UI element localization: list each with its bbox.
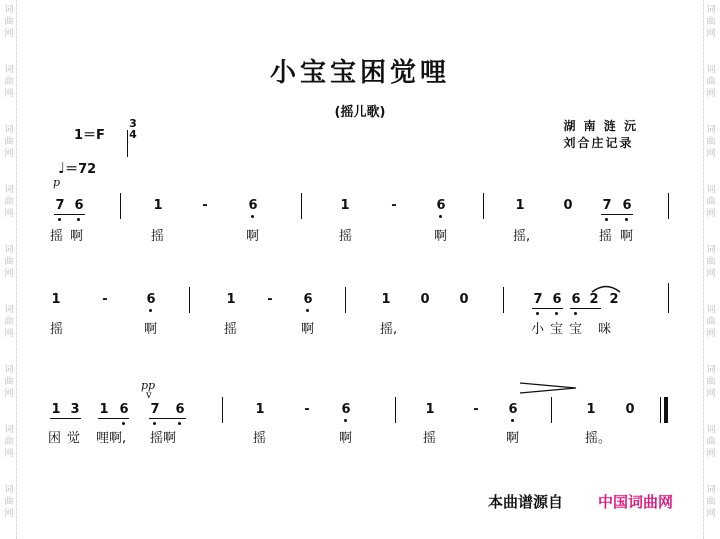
note: 0 xyxy=(420,292,430,307)
watermark-glyph: 曲 xyxy=(4,317,14,327)
lyric: 摇 xyxy=(253,431,267,446)
watermark-glyph: 曲 xyxy=(706,137,716,147)
watermark-glyph: 曲 xyxy=(4,197,14,207)
dynamic-pianissimo: pp xyxy=(141,379,156,392)
lyric: 啊 xyxy=(301,322,315,337)
note: 6 xyxy=(146,292,156,307)
watermark-glyph-group xyxy=(1,184,17,220)
watermark-glyph: 曲 xyxy=(706,257,716,267)
watermark-glyph-group xyxy=(703,364,719,400)
watermark-glyph-group xyxy=(703,184,719,220)
lyric: 宝 xyxy=(550,322,564,337)
watermark-glyph-group xyxy=(703,484,719,520)
note: 6 xyxy=(248,198,258,213)
watermark-glyph: 网 xyxy=(706,509,716,519)
lyric: 摇 xyxy=(151,229,165,244)
watermark-glyph: 词 xyxy=(706,305,716,315)
watermark-glyph: 网 xyxy=(4,209,14,219)
note: 2 xyxy=(589,292,599,307)
watermark-glyph: 网 xyxy=(4,329,14,339)
watermark-glyph-group xyxy=(703,424,719,460)
source-label: 本曲谱源自 xyxy=(488,493,564,511)
note: 0 xyxy=(625,402,635,417)
watermark-glyph: 词 xyxy=(4,485,14,495)
note: 0 xyxy=(459,292,469,307)
note: 7 xyxy=(602,198,612,213)
watermark-glyph: 曲 xyxy=(4,497,14,507)
song-title: 小宝宝困觉哩 xyxy=(269,58,450,88)
watermark-glyph: 词 xyxy=(4,65,14,75)
watermark-glyph: 词 xyxy=(4,305,14,315)
note: 7 xyxy=(55,198,65,213)
watermark-glyph: 曲 xyxy=(4,137,14,147)
watermark-glyph-group xyxy=(703,124,719,160)
lyric: 啊 xyxy=(339,431,353,446)
watermark-glyph-group xyxy=(1,244,17,280)
credit-origin: 湖 南 涟 沅 xyxy=(563,119,638,133)
lyric: 啊 xyxy=(70,229,84,244)
watermark-glyph-group xyxy=(1,304,17,340)
watermark-glyph: 网 xyxy=(4,389,14,399)
watermark-glyph-group xyxy=(703,244,719,280)
lyric: 宝 xyxy=(569,322,583,337)
note: 6 xyxy=(571,292,581,307)
watermark-glyph: 网 xyxy=(4,29,14,39)
note: 6 xyxy=(119,402,129,417)
watermark-glyph: 词 xyxy=(4,125,14,135)
watermark-glyph: 词 xyxy=(706,485,716,495)
lyric: 啊 xyxy=(434,229,448,244)
tempo-value: ＝72 xyxy=(65,162,97,177)
note: - xyxy=(102,292,108,307)
watermark-glyph: 词 xyxy=(4,5,14,15)
lyric: 困 xyxy=(48,431,62,446)
note: 1 xyxy=(51,402,61,417)
watermark-glyph: 网 xyxy=(706,449,716,459)
watermark-glyph: 词 xyxy=(4,425,14,435)
watermark-glyph-group xyxy=(703,304,719,340)
note: 2 xyxy=(609,292,619,307)
key-signature: 1＝F xyxy=(74,128,105,143)
note: 7 xyxy=(150,402,160,417)
watermark-glyph: 词 xyxy=(4,245,14,255)
lyric: 啊 xyxy=(506,431,520,446)
note: 6 xyxy=(508,402,518,417)
note: 7 xyxy=(533,292,543,307)
watermark-glyph: 网 xyxy=(706,329,716,339)
accent-mark: v xyxy=(146,390,152,401)
lyric: 小 xyxy=(531,322,545,337)
watermark-glyph: 曲 xyxy=(4,437,14,447)
lyric: 摇 xyxy=(599,229,613,244)
lyric: 啊 xyxy=(620,229,634,244)
note: 3 xyxy=(70,402,80,417)
watermark-glyph: 词 xyxy=(706,65,716,75)
note: 1 xyxy=(381,292,391,307)
watermark-glyph: 网 xyxy=(706,389,716,399)
watermark-glyph-group xyxy=(1,124,17,160)
watermark-glyph: 词 xyxy=(706,5,716,15)
watermark-glyph-group xyxy=(703,4,719,40)
watermark-glyph: 词 xyxy=(4,365,14,375)
watermark-glyph: 曲 xyxy=(4,377,14,387)
watermark-glyph: 曲 xyxy=(706,377,716,387)
note: - xyxy=(304,402,310,417)
lyric: 哩啊, xyxy=(96,431,127,446)
note: - xyxy=(473,402,479,417)
note: 1 xyxy=(586,402,596,417)
lyric: 摇 xyxy=(423,431,437,446)
note: 6 xyxy=(175,402,185,417)
site-name-link[interactable]: 中国词曲网 xyxy=(598,493,674,511)
lyric: 摇啊 xyxy=(150,431,177,446)
watermark-glyph: 曲 xyxy=(706,317,716,327)
watermark-glyph: 曲 xyxy=(706,497,716,507)
watermark-glyph: 网 xyxy=(4,509,14,519)
time-signature-top: 3 xyxy=(129,117,137,130)
note: 1 xyxy=(153,198,163,213)
watermark-glyph: 网 xyxy=(706,209,716,219)
lyric: 摇 xyxy=(339,229,353,244)
watermark-glyph-group xyxy=(1,484,17,520)
lyric: 摇 xyxy=(50,229,64,244)
note: - xyxy=(267,292,273,307)
note: 1 xyxy=(340,198,350,213)
note: 1 xyxy=(255,402,265,417)
note: 1 xyxy=(515,198,525,213)
watermark-glyph: 网 xyxy=(4,149,14,159)
credit-recorder: 刘合庄记录 xyxy=(563,136,634,150)
watermark-glyph: 曲 xyxy=(706,437,716,447)
watermark-glyph: 词 xyxy=(706,365,716,375)
watermark-glyph: 网 xyxy=(4,269,14,279)
crescendo-hairpin xyxy=(518,381,578,395)
time-signature xyxy=(127,118,139,140)
watermark-glyph-group xyxy=(1,364,17,400)
note: - xyxy=(391,198,397,213)
note: 1 xyxy=(425,402,435,417)
watermark-glyph-group xyxy=(1,424,17,460)
watermark-glyph: 曲 xyxy=(4,17,14,27)
credit xyxy=(563,118,638,152)
lyric: 咪 xyxy=(598,322,612,337)
watermark-glyph: 网 xyxy=(706,149,716,159)
note: 6 xyxy=(622,198,632,213)
watermark-glyph: 曲 xyxy=(706,17,716,27)
note: 1 xyxy=(226,292,236,307)
watermark-glyph: 网 xyxy=(706,29,716,39)
watermark-glyph: 词 xyxy=(706,125,716,135)
lyric: 啊 xyxy=(144,322,158,337)
note: 6 xyxy=(552,292,562,307)
note: - xyxy=(202,198,208,213)
watermark-glyph-group xyxy=(1,4,17,40)
note: 0 xyxy=(563,198,573,213)
lyric: 摇 xyxy=(50,322,64,337)
watermark-glyph: 曲 xyxy=(706,77,716,87)
lyric: 啊 xyxy=(246,229,260,244)
watermark-glyph: 词 xyxy=(4,185,14,195)
watermark-glyph: 网 xyxy=(706,269,716,279)
watermark-glyph: 词 xyxy=(706,185,716,195)
lyric: 摇 xyxy=(224,322,238,337)
watermark-glyph: 网 xyxy=(706,89,716,99)
quarter-note-icon: ♩ xyxy=(58,159,66,177)
watermark-glyph: 曲 xyxy=(4,257,14,267)
note: 6 xyxy=(436,198,446,213)
watermark-glyph: 网 xyxy=(4,89,14,99)
watermark-glyph: 曲 xyxy=(706,197,716,207)
watermark-glyph: 曲 xyxy=(4,77,14,87)
lyric: 摇, xyxy=(513,229,531,244)
watermark-glyph: 词 xyxy=(706,425,716,435)
tempo-marking xyxy=(58,158,96,177)
note: 6 xyxy=(341,402,351,417)
dynamic-piano: p xyxy=(53,176,61,189)
time-signature-bottom: 4 xyxy=(129,128,137,141)
watermark-glyph: 网 xyxy=(4,449,14,459)
lyric: 觉 xyxy=(67,431,81,446)
note: 6 xyxy=(303,292,313,307)
lyric: 摇。 xyxy=(585,431,612,446)
song-genre: (摇儿歌) xyxy=(334,105,386,120)
lyric: 摇, xyxy=(380,322,398,337)
note: 1 xyxy=(51,292,61,307)
note: 6 xyxy=(74,198,84,213)
tie-slur xyxy=(590,283,622,293)
note: 1 xyxy=(99,402,109,417)
watermark-glyph: 词 xyxy=(706,245,716,255)
